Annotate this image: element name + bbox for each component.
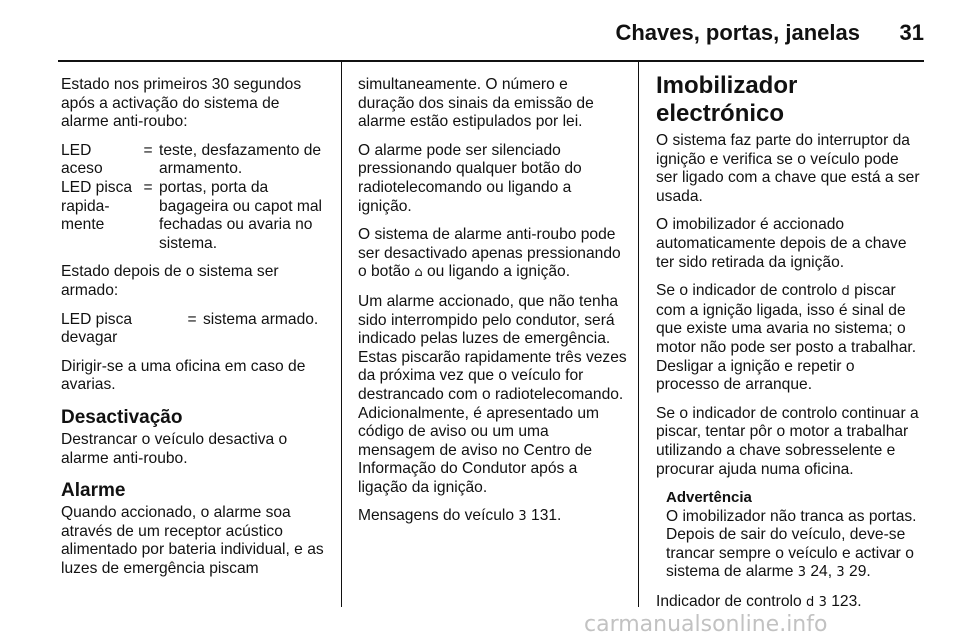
warning-text: O imobilizador não tranca as portas. Depois de sair do veículo, deve-se trancar sempre o veículo e activar o sistema de alarme 3 24, 3 29.	[666, 507, 917, 581]
immobiliser-heading: Imobilizador electrónico	[656, 72, 798, 127]
led-meaning: teste, desfazamento de armamento.	[159, 141, 322, 178]
led-state: LED aceso	[61, 141, 103, 178]
warning-box	[666, 489, 922, 583]
after-arming-intro: Estado depois de o sistema ser armado:	[61, 263, 279, 299]
deactivation-heading: Desactivação	[61, 406, 183, 428]
led-table-1	[61, 142, 329, 254]
header-rule	[58, 60, 924, 62]
deactivate-alarm-text: O sistema de alarme anti-roubo pode ser desactivado apenas pressionando o botão ⌂ ou ligando a ignição.	[358, 226, 621, 281]
silence-alarm-text: O alarme pode ser silenciado pressionando qualquer botão do radiotelecomando ou ligando a ignição.	[358, 141, 582, 215]
led-table-2	[61, 311, 329, 348]
watermark: carmanualsonline.info	[584, 612, 828, 637]
immobiliser-intro: O sistema faz parte do interruptor da ignição e verifica se o veículo pode ser ligado com a chave que está a ser usada.	[656, 132, 920, 205]
led-state: LED pisca rapida-mente	[61, 178, 133, 234]
indicator-reference: Indicador de controlo d 3 123.	[656, 593, 862, 611]
page-reference-icon: 3	[518, 509, 527, 525]
column-divider-1	[341, 62, 342, 607]
equals-sign: =	[143, 178, 153, 196]
led-state: LED pisca devagar	[61, 310, 133, 347]
page-number: 31	[899, 20, 924, 45]
page-reference-icon: 3	[797, 565, 807, 581]
remote-lock-icon: ⌂	[414, 265, 423, 281]
column-divider-2	[638, 62, 639, 607]
warning-title: Advertência	[666, 489, 752, 507]
led-meaning: sistema armado.	[203, 310, 319, 328]
state-intro: Estado nos primeiros 30 segundos após a activação do sistema de alarme anti-roubo:	[61, 76, 302, 131]
triggered-alarm-text: Um alarme accionado, que não tenha sido interrompido pelo condutor, será indicado pelas luzes de emergência. Estas piscarão rapidamente três vezes da próxima vez que o veículo for destrancado com o radiotelecomando. Adicionalmente, é apresentado um código de aviso ou um uma mensagem de aviso no Centro de Informação do Condutor após a ligação da ignição.	[358, 292, 627, 496]
alarm-text: Quando accionado, o alarme soa através de um receptor acústico alimentado por bateria individual, e as luzes de emergência piscam	[61, 504, 324, 577]
immobiliser-indicator-text: Se o indicador de controlo d piscar com a ignição ligada, isso é sinal de que existe uma avaria no sistema; o motor não pode ser posto a trabalhar. Desligar a ignição e repetir o processo de arranque.	[656, 282, 917, 394]
page-reference-icon: 3	[836, 565, 845, 581]
led-meaning: portas, porta da bagageira ou capot mal fechadas ou avaria no sistema.	[159, 178, 322, 252]
deactivation-text	[61, 431, 329, 468]
equals-sign: =	[187, 310, 197, 328]
immobiliser-indicator-icon: d	[841, 284, 850, 300]
equals-sign: =	[143, 141, 153, 159]
column-2	[358, 76, 628, 537]
alarm-duration-text: simultaneamente. O número e duração dos sinais da emissão de alarme estão estipulados por lei.	[358, 76, 594, 131]
column-3	[656, 72, 922, 623]
vehicle-messages-ref: Mensagens do veículo 3 131.	[358, 507, 562, 525]
column-1	[61, 76, 329, 588]
alarm-heading: Alarme	[61, 480, 126, 502]
indicator-continues-text: Se o indicador de controlo continuar a piscar, tentar pôr o motor a trabalhar utilizando a chave sobresselente e procurar ajuda numa oficina.	[656, 404, 919, 478]
page-header-title: Chaves, portas, janelas	[615, 20, 860, 45]
page-reference-icon: 3	[818, 595, 827, 611]
deactivation-body: Destrancar o veículo desactiva o alarme anti-roubo.	[61, 430, 288, 467]
immobiliser-activation: O imobilizador é accionado automaticamente depois de a chave ter sido retirada da ignição.	[656, 216, 907, 271]
immobiliser-indicator-icon: d	[805, 595, 815, 611]
workshop-note: Dirigir-se a uma oficina em caso de avarias.	[61, 357, 306, 394]
